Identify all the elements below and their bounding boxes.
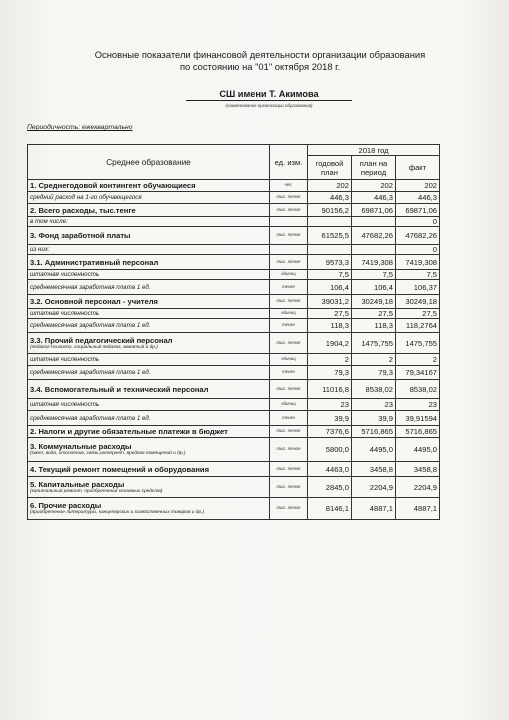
row-name: среднемесячная заработная плата 1 ед. xyxy=(30,369,151,376)
row-unit: тыс. тенге xyxy=(270,204,308,217)
row-period-plan: 106,4 xyxy=(352,280,396,295)
row-name-cell xyxy=(28,204,270,217)
row-name: штатная численность xyxy=(30,356,100,363)
row-fact: 2204,9 xyxy=(396,477,440,498)
periodicity-label: Периодичность: ежеквартально xyxy=(27,124,133,131)
table-row xyxy=(28,245,440,255)
row-name: средний расход на 1-го обучающегося xyxy=(30,194,142,201)
row-unit: тенге xyxy=(270,411,308,426)
row-period-plan: 27,5 xyxy=(352,309,396,319)
row-name: 3. Фонд заработной платы xyxy=(30,231,131,240)
row-annual-plan: 23 xyxy=(308,399,352,411)
row-unit: тенге xyxy=(270,280,308,295)
row-name: 6. Прочие расходы xyxy=(30,501,102,510)
row-annual-plan: 106,4 xyxy=(308,280,352,295)
row-annual-plan xyxy=(308,245,352,255)
table-row xyxy=(28,477,440,498)
row-unit: единиц xyxy=(270,309,308,319)
table-row xyxy=(28,319,440,333)
row-fact: 3458,8 xyxy=(396,462,440,477)
row-name: среднемесячная заработная плата 1 ед. xyxy=(30,283,151,291)
row-name-cell xyxy=(28,426,270,438)
row-name-cell xyxy=(28,366,270,380)
row-name: 3.2. Основной персонал - учителя xyxy=(30,297,158,306)
row-period-plan: 2204,9 xyxy=(352,477,396,498)
row-period-plan: 30249,18 xyxy=(352,295,396,309)
row-annual-plan: 8146,1 xyxy=(308,498,352,520)
title-line-1: Основные показатели финансовой деятельности организации образования xyxy=(94,49,426,60)
row-note: (капитальный ремонт, приобретение основных средств) xyxy=(30,488,163,494)
row-note: (педагог-психолог, социальный педагог, вожатый и др.) xyxy=(30,344,158,350)
row-unit: тыс. тенге xyxy=(270,426,308,438)
row-annual-plan: 90156,2 xyxy=(308,204,352,217)
table-row xyxy=(28,227,440,245)
row-note: (приобретение литературы, канцелярских и хозяйственных товаров и др.) xyxy=(30,510,205,515)
row-name-cell xyxy=(28,333,270,354)
row-period-plan: 23 xyxy=(352,399,396,411)
header-unit: ед. изм. xyxy=(270,145,308,180)
row-fact: 118,2764 xyxy=(396,319,440,333)
row-annual-plan: 79,3 xyxy=(308,366,352,380)
row-unit: тыс. тенге xyxy=(270,255,308,270)
row-period-plan: 69871,06 xyxy=(352,204,396,217)
row-annual-plan: 2845,0 xyxy=(308,477,352,498)
row-name: из них: xyxy=(30,246,50,253)
table-row xyxy=(28,462,440,477)
row-unit: тыс. тенге xyxy=(270,462,308,477)
row-note: (свет, вода, отопление, связь,интернет, вредгая помещений и др.) xyxy=(30,451,186,456)
row-period-plan: 7,5 xyxy=(352,270,396,280)
row-annual-plan: 202 xyxy=(308,180,352,192)
table-row xyxy=(28,498,440,520)
header-fact: факт xyxy=(396,156,440,180)
row-annual-plan: 61525,5 xyxy=(308,227,352,245)
row-period-plan: 5716,865 xyxy=(352,426,396,438)
row-annual-plan: 39,9 xyxy=(308,411,352,426)
table-row xyxy=(28,354,440,366)
table-row xyxy=(28,411,440,426)
table-row xyxy=(28,280,440,295)
row-annual-plan: 39031,2 xyxy=(308,295,352,309)
row-period-plan: 4495,0 xyxy=(352,438,396,462)
row-unit: тыс. тенге xyxy=(270,295,308,309)
row-name-cell xyxy=(28,245,270,255)
row-name: штатная численность xyxy=(30,310,100,317)
row-name: в том числе: xyxy=(30,218,68,225)
row-name-cell xyxy=(28,399,270,411)
row-name-cell xyxy=(28,309,270,319)
row-name: 3.3. Прочий педагогический персонал xyxy=(30,335,173,345)
row-fact: 7,5 xyxy=(396,270,440,280)
table-row xyxy=(28,426,440,438)
row-period-plan: 118,3 xyxy=(352,319,396,333)
row-annual-plan: 5800,0 xyxy=(308,438,352,462)
row-fact: 0 xyxy=(396,245,440,255)
financial-table xyxy=(27,144,440,520)
title-line-2: по состоянию на "01" октября 2018 г. xyxy=(179,61,341,72)
table-row xyxy=(28,204,440,217)
row-unit: тыс. тенге xyxy=(270,438,308,462)
row-fact: 8538,02 xyxy=(396,380,440,399)
row-name-cell xyxy=(28,462,270,477)
table-row xyxy=(28,180,440,192)
table-row xyxy=(28,255,440,270)
header-year: 2018 год xyxy=(308,145,440,156)
table-row xyxy=(28,438,440,462)
row-name: 2. Налоги и другие обязательные платежи в бюджет xyxy=(30,427,228,436)
row-period-plan: 202 xyxy=(352,180,396,192)
row-annual-plan: 446,3 xyxy=(308,192,352,204)
row-name-cell xyxy=(28,411,270,426)
table-row xyxy=(28,192,440,204)
row-unit: тыс. тенге xyxy=(270,477,308,498)
row-annual-plan: 9573,3 xyxy=(308,255,352,270)
table-row xyxy=(28,399,440,411)
row-fact: 27,5 xyxy=(396,309,440,319)
row-name-cell xyxy=(28,255,270,270)
row-name: 3. Коммунальные расходы xyxy=(30,442,132,451)
table-row xyxy=(28,366,440,380)
table-body xyxy=(28,180,440,520)
table-row xyxy=(28,380,440,399)
row-name-cell xyxy=(28,319,270,333)
row-period-plan xyxy=(352,217,396,227)
row-name-cell xyxy=(28,270,270,280)
row-name-cell xyxy=(28,227,270,245)
row-fact: 69871,06 xyxy=(396,204,440,217)
row-fact: 202 xyxy=(396,180,440,192)
row-unit: тыс. тенге xyxy=(270,227,308,245)
row-period-plan: 47682,26 xyxy=(352,227,396,245)
row-period-plan: 1475,755 xyxy=(352,333,396,354)
row-unit: тенге xyxy=(270,366,308,380)
row-name: 3.4. Вспомогательный и технический персонал xyxy=(30,384,209,394)
row-name: среднемесячная заработная плата 1 ед. xyxy=(30,414,151,422)
table-row xyxy=(28,309,440,319)
row-period-plan: 2 xyxy=(352,354,396,366)
row-unit: тыс. тенге xyxy=(270,380,308,399)
row-fact: 5716,865 xyxy=(396,426,440,438)
row-unit: единиц xyxy=(270,354,308,366)
row-name-cell xyxy=(28,498,270,520)
row-name-cell xyxy=(28,180,270,192)
row-unit: тыс. тенге xyxy=(270,333,308,354)
school-name: СШ имени Т. Акимова xyxy=(186,89,352,101)
row-fact: 47682,26 xyxy=(396,227,440,245)
table-row xyxy=(28,295,440,309)
row-fact: 0 xyxy=(396,217,440,227)
row-period-plan: 4887,1 xyxy=(352,498,396,520)
document-title xyxy=(70,49,450,73)
row-fact: 7419,308 xyxy=(396,255,440,270)
row-fact: 1475,755 xyxy=(396,333,440,354)
row-annual-plan: 27,5 xyxy=(308,309,352,319)
row-fact: 4495,0 xyxy=(396,438,440,462)
row-period-plan: 446,3 xyxy=(352,192,396,204)
row-fact: 39,91594 xyxy=(396,411,440,426)
row-name-cell xyxy=(28,192,270,204)
row-name: 4. Текущий ремонт помещений и оборудования xyxy=(30,464,210,474)
row-period-plan xyxy=(352,245,396,255)
row-unit: чел. xyxy=(270,180,308,192)
row-name-cell xyxy=(28,380,270,399)
row-name-cell xyxy=(28,438,270,462)
row-name: штатная численность xyxy=(30,271,100,278)
row-unit: единиц xyxy=(270,270,308,280)
table-row xyxy=(28,333,440,354)
row-annual-plan: 11016,8 xyxy=(308,380,352,399)
row-fact: 2 xyxy=(396,354,440,366)
row-period-plan: 3458,8 xyxy=(352,462,396,477)
header-annual-plan: годовой план xyxy=(308,156,352,180)
row-annual-plan xyxy=(308,217,352,227)
row-name: 2. Всего расходы, тыс.тенге xyxy=(30,205,136,215)
header-period-plan: план на период xyxy=(352,156,396,180)
row-name-cell xyxy=(28,354,270,366)
header-name: Среднее образование xyxy=(28,145,270,180)
school-name-caption: (наименование организации образования) xyxy=(225,103,313,108)
row-fact: 23 xyxy=(396,399,440,411)
row-period-plan: 7419,308 xyxy=(352,255,396,270)
row-fact: 4887,1 xyxy=(396,498,440,520)
row-unit: тенге xyxy=(270,319,308,333)
row-unit: тыс. тенге xyxy=(270,192,308,204)
row-name: штатная численность xyxy=(30,401,100,408)
row-period-plan: 39,9 xyxy=(352,411,396,426)
row-fact: 106,37 xyxy=(396,280,440,295)
row-annual-plan: 4463,0 xyxy=(308,462,352,477)
row-name-cell xyxy=(28,280,270,295)
row-annual-plan: 7,5 xyxy=(308,270,352,280)
table-row xyxy=(28,270,440,280)
row-period-plan: 79,3 xyxy=(352,366,396,380)
row-unit xyxy=(270,245,308,255)
row-fact: 30249,18 xyxy=(396,295,440,309)
row-annual-plan: 1904,2 xyxy=(308,333,352,354)
row-name-cell xyxy=(28,217,270,227)
row-annual-plan: 118,3 xyxy=(308,319,352,333)
row-fact: 446,3 xyxy=(396,192,440,204)
row-unit xyxy=(270,217,308,227)
row-annual-plan: 2 xyxy=(308,354,352,366)
row-name-cell xyxy=(28,477,270,498)
row-name: 5. Капитальные расходы xyxy=(30,479,125,489)
row-annual-plan: 7376,6 xyxy=(308,426,352,438)
row-name: среднемесячная заработная плата 1 ед. xyxy=(30,322,151,329)
row-unit: единиц xyxy=(270,399,308,411)
row-period-plan: 8538,02 xyxy=(352,380,396,399)
row-name: 3.1. Административный персонал xyxy=(30,257,159,267)
row-name: 1. Среднегодовой контингент обучающиеся xyxy=(30,181,196,190)
row-unit: тыс. тенге xyxy=(270,498,308,520)
table-row xyxy=(28,217,440,227)
row-fact: 79,34167 xyxy=(396,366,440,380)
row-name-cell xyxy=(28,295,270,309)
